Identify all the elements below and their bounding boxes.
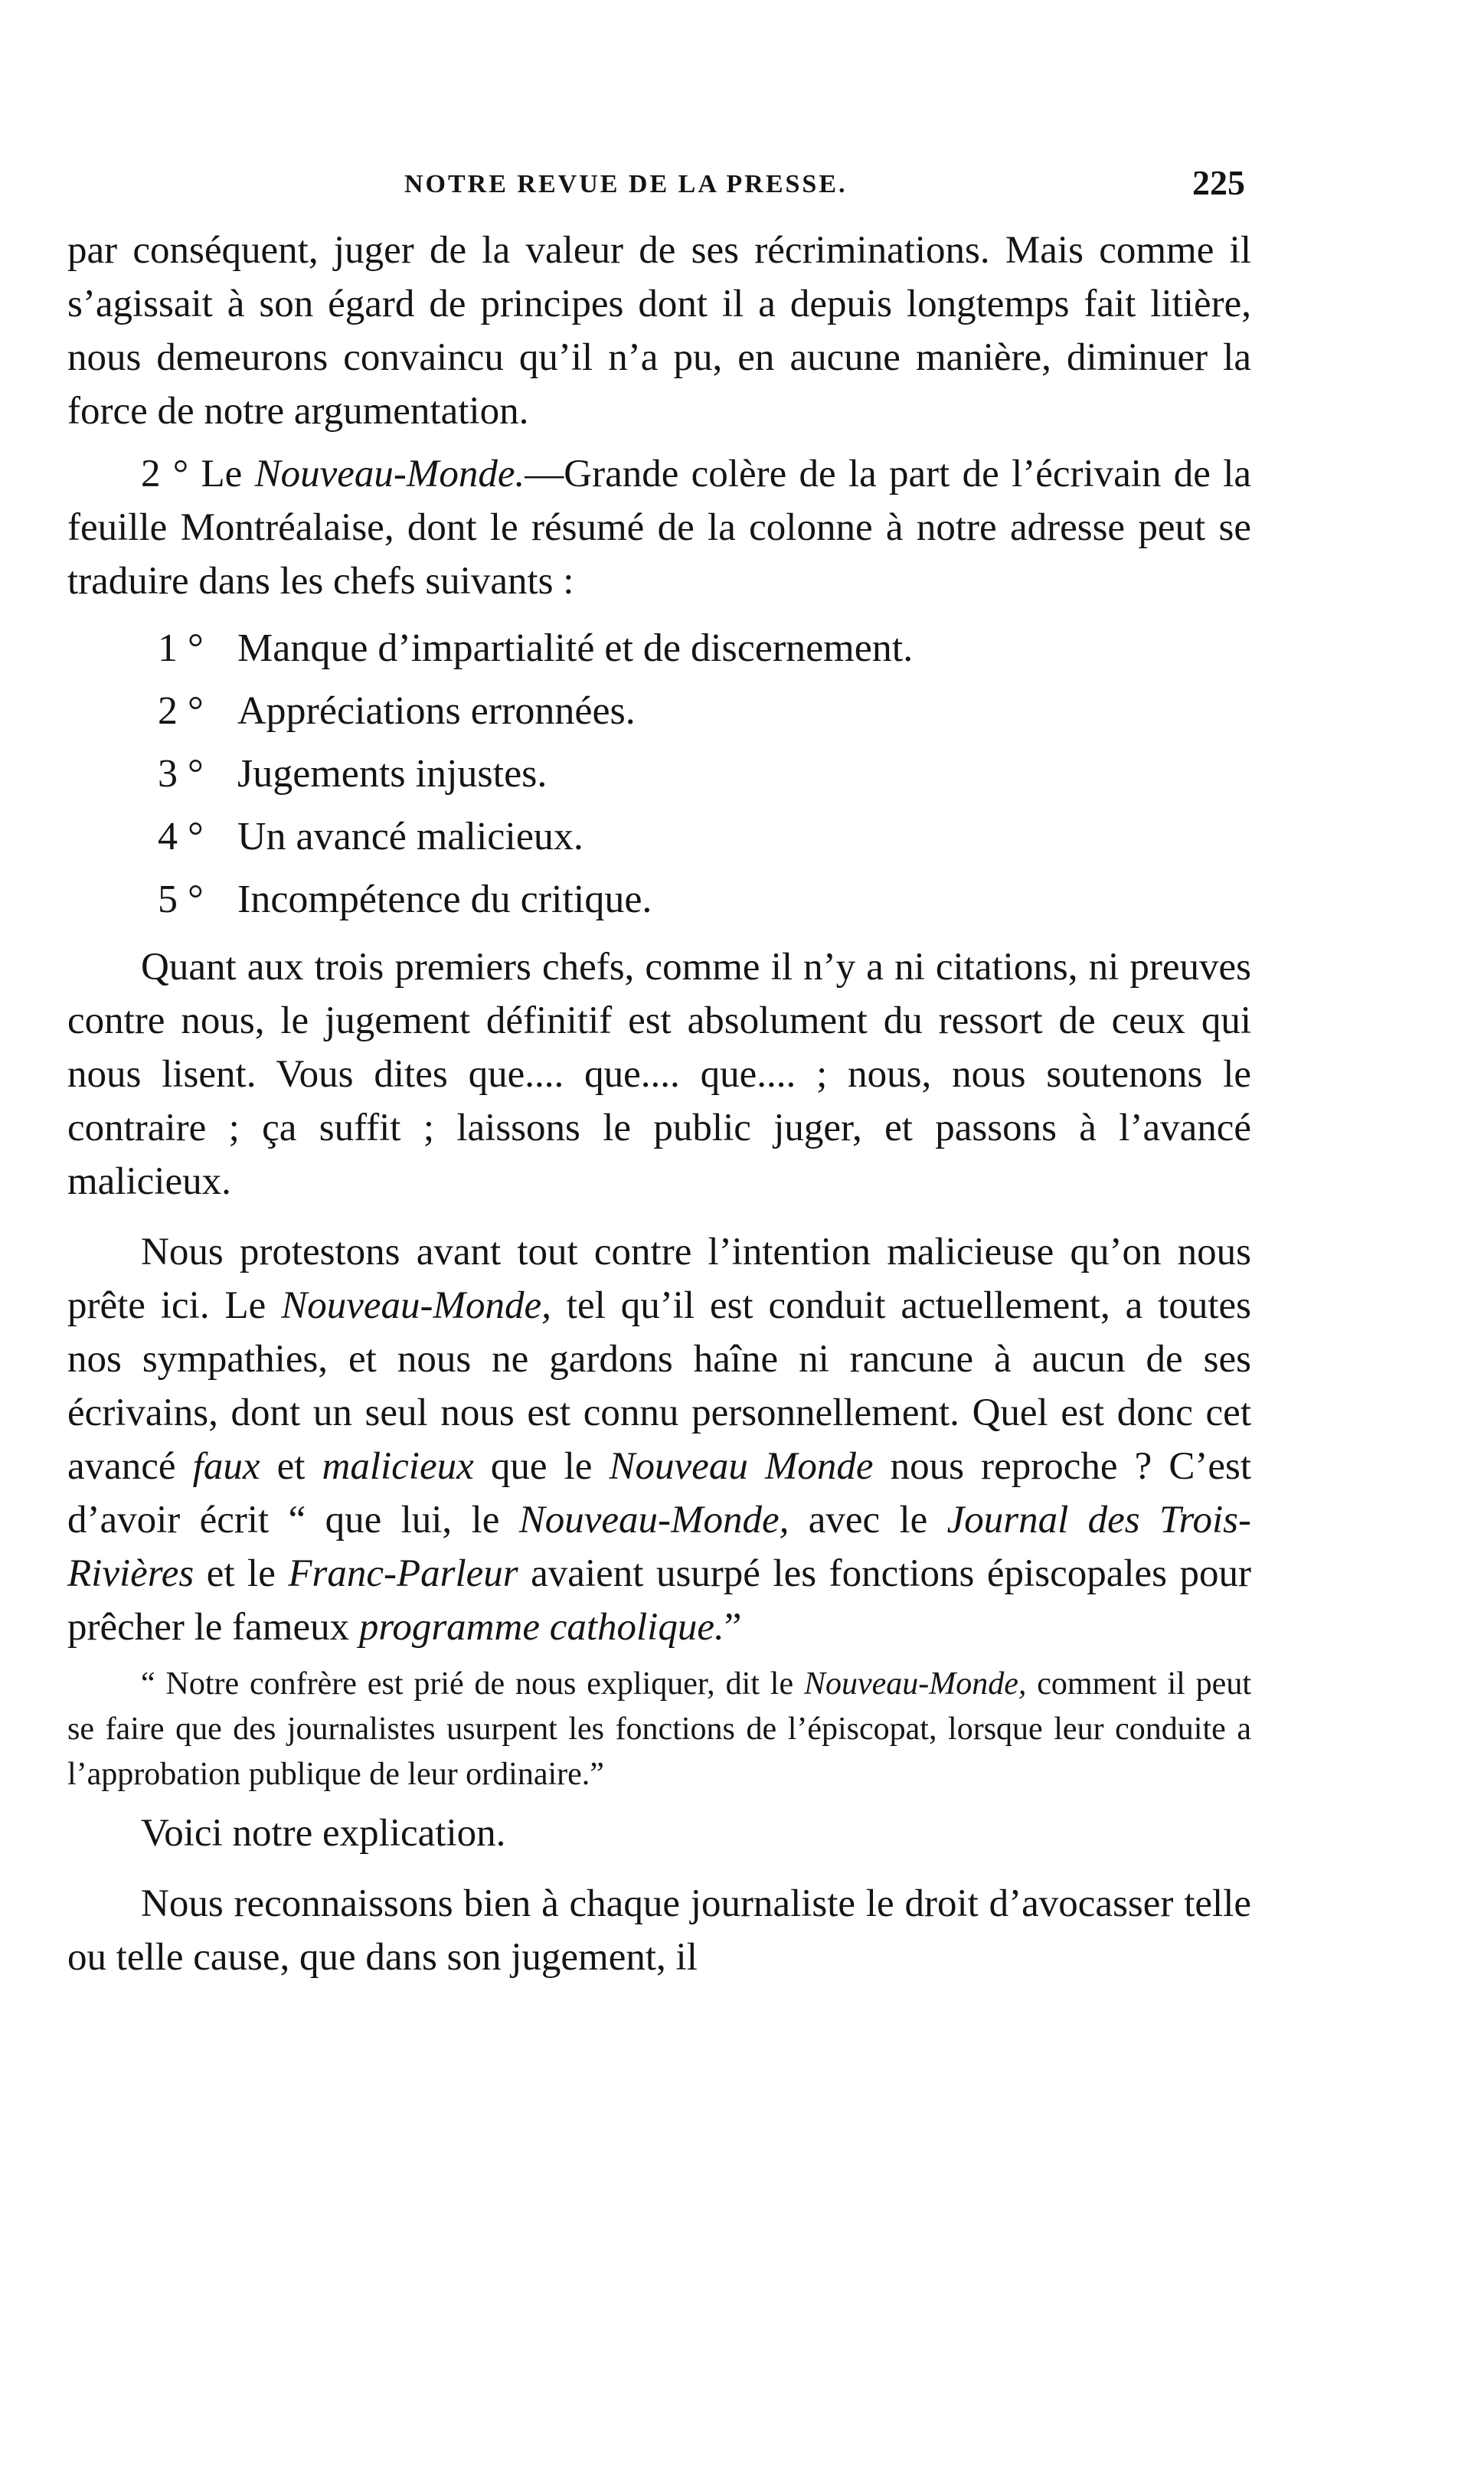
text-run: avec le bbox=[789, 1499, 947, 1542]
italic-word: faux bbox=[192, 1445, 260, 1488]
text-run: comment il peut se faire que des journalistes usurpent les fonctions de l’épiscopat, lorsque leur conduite a l’approbation publique de leur ordinaire.” bbox=[67, 1666, 1251, 1792]
list-item bbox=[67, 868, 1251, 931]
paragraph-explanation: Nous reconnaissons bien à chaque journaliste le droit d’avocasser telle ou telle cause, que dans son jugement, il bbox=[67, 1882, 1251, 1979]
italic-word: malicieux bbox=[322, 1445, 474, 1488]
block-quote bbox=[67, 1662, 1251, 1797]
list-number: 5 ° bbox=[158, 878, 204, 921]
charges-list bbox=[67, 617, 1251, 931]
paragraph-explanation-intro: Voici notre explication. bbox=[141, 1812, 506, 1855]
list-number: 3 ° bbox=[158, 752, 204, 796]
page-header bbox=[67, 153, 1251, 207]
list-number: 2 ° bbox=[158, 689, 204, 733]
text-run: tel qu’il est conduit actuellement, a toutes nos sympathies, et nous ne gardons haîne ni rancune à aucun de ses écrivains, dont un seul nous est connu personnellement. Quel est donc cet avancé bbox=[67, 1284, 1251, 1488]
list-text: Un avancé malicieux. bbox=[237, 815, 583, 858]
list-text: Manque d’impartialité et de discernement. bbox=[237, 626, 914, 670]
list-item bbox=[67, 680, 1251, 743]
text-run: et le bbox=[194, 1552, 289, 1595]
text-run: “ Notre confrère est prié de nous expliquer, dit le bbox=[141, 1666, 804, 1702]
text-run: nous reproche ? C’est d’avoir écrit “ que lui, le bbox=[67, 1445, 1252, 1542]
quote-text bbox=[67, 1662, 1251, 1797]
list-marker-2: 2 ° Le bbox=[141, 453, 255, 495]
italic-phrase: programme catholique. bbox=[358, 1606, 724, 1649]
list-number: 1 ° bbox=[158, 626, 204, 670]
list-item bbox=[67, 617, 1251, 680]
list-number: 4 ° bbox=[158, 815, 204, 858]
paragraph-continuation: par conséquent, juger de la valeur de ses récriminations. Mais comme il s’agissait à son égard de principes dont il a depuis longtemps fait litière, nous demeurons convaincu qu’il n’a pu, en aucune manière, diminuer la force de notre argumentation. bbox=[67, 229, 1251, 433]
paragraph-first-charges: Quant aux trois premiers chefs, comme il n’y a ni citations, ni preuves contre nous, le jugement définitif est absolument du ressort de ceux qui nous lisent. Vous dites que.... que.... que.... ; nous, nous soutenons le contraire ; ça suffit ; laissons le public juger, et passons à l’avancé malicieux. bbox=[67, 946, 1251, 1203]
text-run: que le bbox=[473, 1445, 610, 1488]
list-item bbox=[67, 743, 1251, 806]
paragraph-protest bbox=[67, 1225, 1251, 1654]
page-number: 225 bbox=[1192, 163, 1245, 202]
list-item bbox=[67, 806, 1251, 868]
newspaper-title: Franc-Parleur bbox=[288, 1552, 518, 1595]
paragraph-text: —Grande colère de la part de l’écrivain de la feuille Montréalaise, dont le résumé de la colonne à notre adresse peut se traduire dans les chefs suivants : bbox=[67, 453, 1251, 603]
newspaper-title: Nouveau-Monde, bbox=[803, 1666, 1027, 1702]
text-run: ” bbox=[724, 1606, 742, 1649]
text-run: avaient usurpé les fonctions épiscopales pour prêcher le fameux bbox=[67, 1552, 1251, 1649]
newspaper-title: Nouveau-Monde. bbox=[254, 453, 525, 495]
text-run: Nous protestons avant tout contre l’intention malicieuse qu’on nous prête ici. Le bbox=[67, 1231, 1251, 1327]
paragraph-nouveau-monde-intro bbox=[67, 447, 1251, 608]
text-run: et bbox=[260, 1445, 322, 1488]
newspaper-title: Nouveau-Monde, bbox=[518, 1499, 789, 1542]
list-text: Incompétence du critique. bbox=[237, 878, 652, 921]
newspaper-title: Journal des Trois-Rivières bbox=[67, 1499, 1251, 1595]
list-text: Appréciations erronnées. bbox=[237, 689, 636, 733]
running-head: NOTRE REVUE DE LA PRESSE. bbox=[404, 170, 848, 198]
book-page bbox=[67, 153, 1251, 1984]
newspaper-title: Nouveau-Monde, bbox=[281, 1284, 551, 1327]
list-text: Jugements injustes. bbox=[237, 752, 548, 796]
newspaper-title: Nouveau Monde bbox=[609, 1445, 874, 1488]
